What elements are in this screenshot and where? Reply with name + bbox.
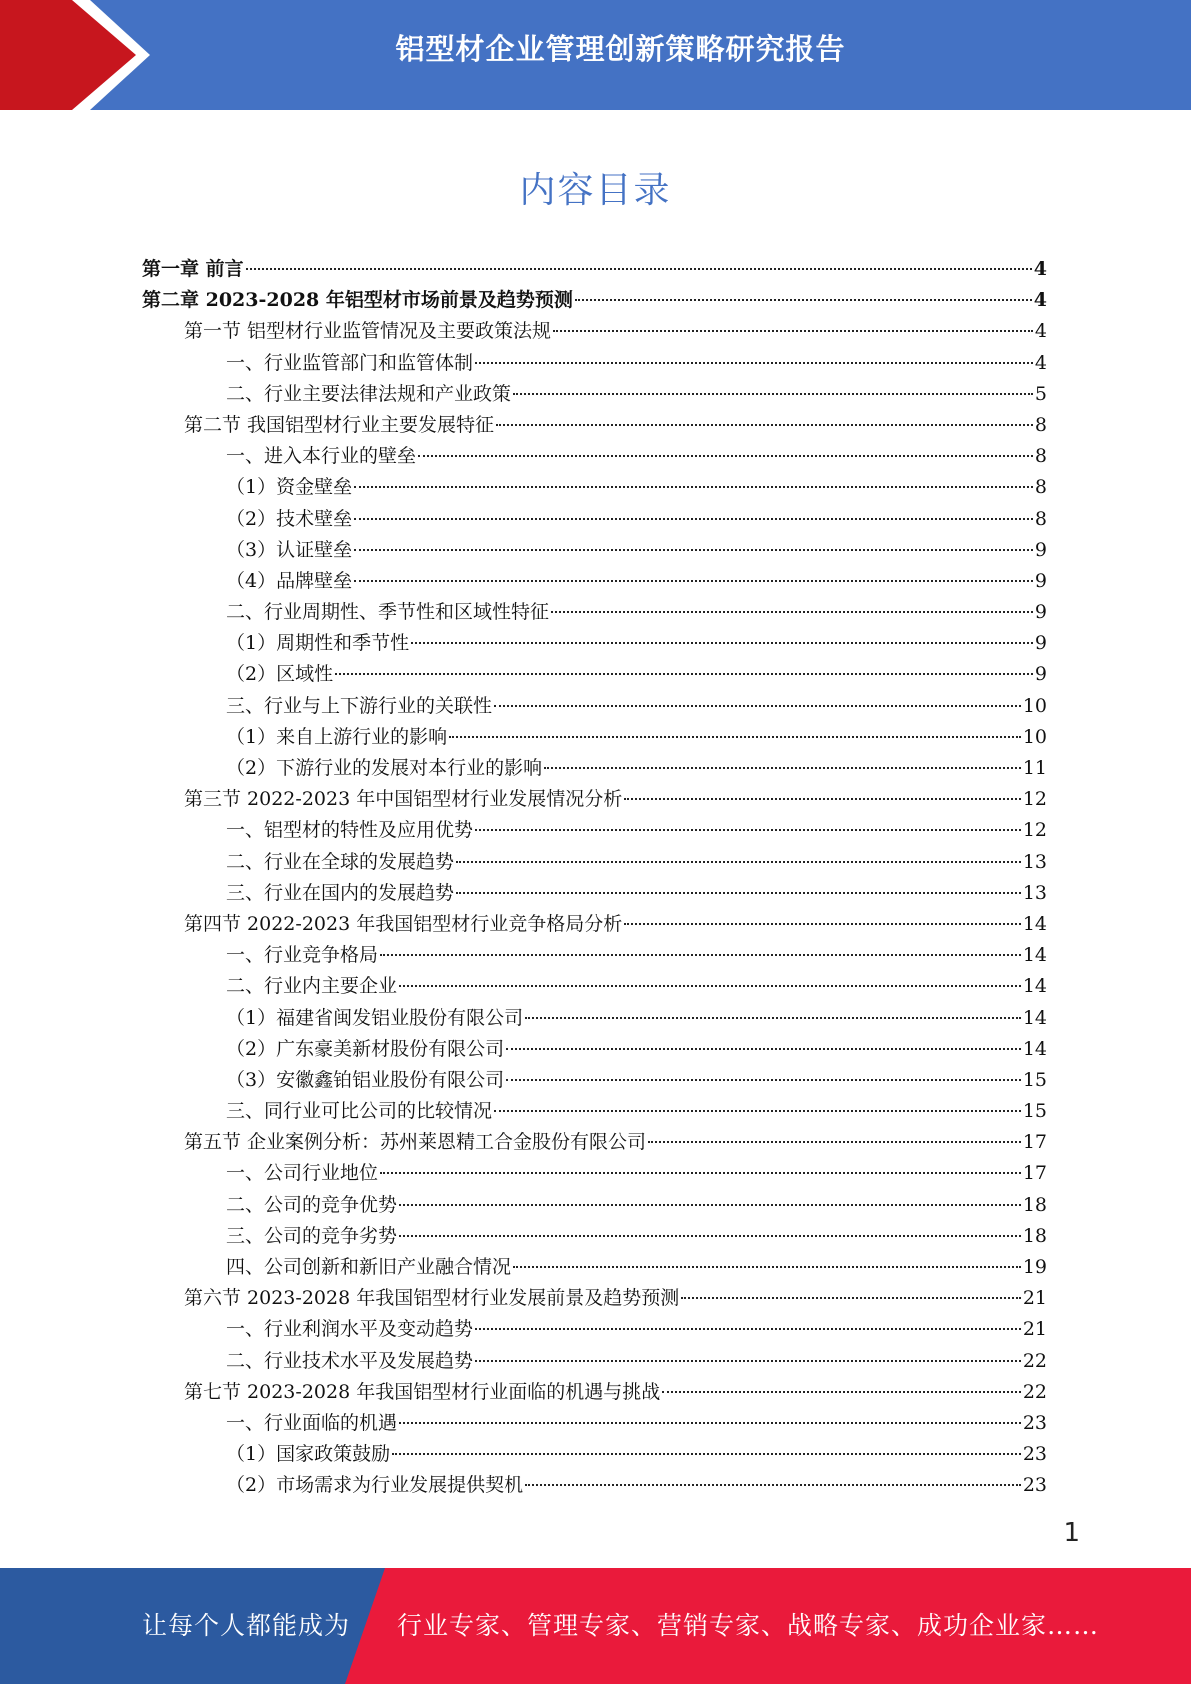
toc-entry[interactable]: [0, 1283, 1191, 1314]
toc-entry-label: 一、公司行业地位: [226, 1162, 379, 1185]
toc-dot-leader: [575, 299, 1032, 301]
toc-dot-leader: [399, 1422, 1021, 1424]
toc-dot-leader: [496, 424, 1033, 426]
toc-entry-label: （3）安徽鑫铂铝业股份有限公司: [226, 1068, 505, 1091]
toc-dot-leader: [544, 767, 1021, 769]
toc-entry-label: 第一章 前言: [142, 258, 244, 280]
toc-entry-label: （2）市场需求为行业发展提供契机: [226, 1474, 524, 1497]
toc-dot-leader: [506, 1048, 1021, 1050]
footer-banner: [0, 1568, 1191, 1684]
toc-entry-label: 一、铝型材的特性及应用优势: [226, 819, 474, 842]
toc-entry-page: 15: [1022, 1068, 1047, 1091]
toc-dot-leader: [525, 1484, 1021, 1486]
toc-entry-page: 9: [1034, 569, 1047, 592]
toc-dot-leader: [513, 393, 1033, 395]
toc-dot-leader: [456, 892, 1021, 894]
toc-dot-leader: [475, 1328, 1021, 1330]
toc-entry[interactable]: [0, 1034, 1191, 1065]
toc-entry-page: 10: [1022, 694, 1047, 717]
toc-dot-leader: [551, 611, 1033, 613]
toc-entry[interactable]: [0, 472, 1191, 503]
toc-dot-leader: [553, 330, 1033, 332]
toc-entry-page: 8: [1034, 507, 1047, 530]
toc-entry-label: （2）区域性: [226, 663, 334, 686]
toc-dot-leader: [662, 1391, 1021, 1393]
report-title: 铝型材企业管理创新策略研究报告: [395, 32, 846, 66]
toc-entry-label: 第二节 我国铝型材行业主要发展特征: [184, 413, 495, 436]
toc-entry[interactable]: [0, 1439, 1191, 1470]
toc-entry-label: 三、行业与上下游行业的关联性: [226, 694, 493, 717]
toc-dot-leader: [494, 705, 1021, 707]
toc-entry-label: 一、行业利润水平及变动趋势: [226, 1318, 474, 1341]
table-of-contents: [0, 254, 1191, 1502]
chevron-arrow-icon: [0, 0, 136, 110]
toc-entry[interactable]: [0, 847, 1191, 878]
toc-entry[interactable]: [0, 285, 1191, 316]
toc-entry-page: 17: [1022, 1162, 1047, 1185]
toc-entry[interactable]: [0, 1065, 1191, 1096]
toc-dot-leader: [449, 736, 1021, 738]
toc-dot-leader: [380, 954, 1021, 956]
toc-entry-label: 二、行业主要法律法规和产业政策: [226, 382, 512, 405]
toc-dot-leader: [475, 362, 1033, 364]
toc-entry[interactable]: [0, 784, 1191, 815]
toc-entry-label: 一、行业竞争格局: [226, 944, 379, 967]
toc-entry-page: 14: [1022, 912, 1047, 935]
toc-dot-leader: [380, 1172, 1021, 1174]
toc-entry-label: 二、公司的竞争优势: [226, 1193, 398, 1216]
toc-entry-page: 9: [1034, 538, 1047, 561]
toc-entry[interactable]: [0, 597, 1191, 628]
toc-entry[interactable]: [0, 628, 1191, 659]
toc-entry-label: （2）技术壁垒: [226, 507, 353, 530]
toc-entry-page: 19: [1022, 1256, 1047, 1278]
toc-entry-label: 二、行业周期性、季节性和区域性特征: [226, 601, 550, 624]
toc-entry-page: 21: [1022, 1318, 1047, 1341]
toc-entry-page: 4: [1033, 258, 1047, 280]
toc-dot-leader: [506, 1079, 1021, 1081]
toc-entry-page: 10: [1022, 725, 1047, 748]
toc-dot-leader: [624, 798, 1021, 800]
toc-entry-page: 13: [1022, 881, 1047, 904]
toc-entry-label: （1）福建省闽发铝业股份有限公司: [226, 1006, 524, 1029]
toc-entry[interactable]: [0, 348, 1191, 379]
toc-entry[interactable]: [0, 1314, 1191, 1345]
toc-entry-page: 14: [1022, 944, 1047, 967]
toc-entry[interactable]: [0, 254, 1191, 285]
toc-entry-page: 5: [1034, 382, 1047, 405]
toc-entry-page: 14: [1022, 975, 1047, 998]
toc-dot-leader: [399, 985, 1021, 987]
toc-entry-page: 14: [1022, 1037, 1047, 1060]
footer-slogan-left: 让每个人都能成为: [142, 1611, 351, 1640]
toc-entry[interactable]: [0, 379, 1191, 410]
toc-entry-page: 4: [1034, 320, 1047, 343]
toc-dot-leader: [624, 923, 1021, 925]
toc-entry-page: 23: [1022, 1474, 1047, 1497]
toc-dot-leader: [456, 861, 1021, 863]
toc-entry-label: 二、行业技术水平及发展趋势: [226, 1349, 474, 1372]
toc-entry[interactable]: [0, 940, 1191, 971]
toc-entry-page: 23: [1022, 1443, 1047, 1466]
toc-entry-label: 二、行业内主要企业: [226, 975, 398, 998]
toc-dot-leader: [335, 673, 1033, 675]
toc-entry[interactable]: [0, 909, 1191, 940]
toc-entry[interactable]: [0, 722, 1191, 753]
toc-entry-page: 11: [1022, 757, 1047, 779]
toc-dot-leader: [681, 1297, 1021, 1299]
toc-entry[interactable]: [0, 1252, 1191, 1283]
toc-entry[interactable]: [0, 971, 1191, 1002]
toc-entry-page: 17: [1022, 1131, 1047, 1154]
toc-entry[interactable]: [0, 1470, 1191, 1501]
toc-dot-leader: [354, 549, 1033, 551]
toc-entry-label: （4）品牌壁垒: [226, 569, 353, 592]
toc-entry-page: 14: [1022, 1006, 1047, 1029]
toc-entry[interactable]: [0, 1003, 1191, 1034]
toc-dot-leader: [418, 455, 1033, 457]
toc-entry-label: （1）周期性和季节性: [226, 632, 410, 655]
toc-entry-label: 三、行业在国内的发展趋势: [226, 881, 455, 904]
toc-entry[interactable]: [0, 753, 1191, 784]
toc-entry-label: 第一节 铝型材行业监管情况及主要政策法规: [184, 320, 552, 343]
toc-entry-label: 一、行业监管部门和监管体制: [226, 351, 474, 374]
toc-entry-page: 22: [1022, 1380, 1047, 1403]
toc-entry-label: 一、进入本行业的壁垒: [226, 445, 417, 468]
toc-entry-label: 二、行业在全球的发展趋势: [226, 850, 455, 873]
toc-entry[interactable]: [0, 1346, 1191, 1377]
toc-entry[interactable]: [0, 659, 1191, 690]
toc-entry-page: 23: [1022, 1411, 1047, 1434]
toc-entry[interactable]: [0, 878, 1191, 909]
toc-entry[interactable]: [0, 691, 1191, 722]
toc-entry-page: 8: [1034, 413, 1047, 436]
toc-entry-label: 第六节 2023-2028 年我国铝型材行业发展前景及趋势预测: [184, 1287, 680, 1310]
toc-entry[interactable]: [0, 1127, 1191, 1158]
toc-entry[interactable]: [0, 410, 1191, 441]
toc-entry[interactable]: [0, 1190, 1191, 1221]
toc-dot-leader: [246, 268, 1032, 270]
toc-entry[interactable]: [0, 1096, 1191, 1127]
footer-slogan-right: 行业专家、管理专家、营销专家、战略专家、成功企业家……: [397, 1611, 1100, 1640]
toc-entry-page: 22: [1022, 1349, 1047, 1372]
toc-entry[interactable]: [0, 1158, 1191, 1189]
toc-entry-label: （1）来自上游行业的影响: [226, 725, 448, 748]
header-banner: [0, 0, 1191, 110]
toc-dot-leader: [354, 518, 1033, 520]
toc-entry[interactable]: [0, 1221, 1191, 1252]
toc-entry[interactable]: [0, 815, 1191, 846]
toc-dot-leader: [648, 1141, 1021, 1143]
toc-entry-page: 9: [1034, 601, 1047, 624]
toc-entry-label: 一、行业面临的机遇: [226, 1411, 398, 1434]
toc-dot-leader: [411, 642, 1033, 644]
toc-dot-leader: [513, 1266, 1021, 1268]
toc-entry-page: 8: [1034, 445, 1047, 468]
toc-entry-label: （1）国家政策鼓励: [226, 1443, 391, 1466]
toc-entry[interactable]: [0, 316, 1191, 347]
toc-entry-page: 15: [1022, 1100, 1047, 1123]
toc-entry[interactable]: [0, 504, 1191, 535]
toc-entry-label: 第三节 2022-2023 年中国铝型材行业发展情况分析: [184, 788, 623, 811]
toc-entry-page: 4: [1034, 351, 1047, 374]
toc-entry-label: 第七节 2023-2028 年我国铝型材行业面临的机遇与挑战: [184, 1380, 661, 1403]
toc-entry[interactable]: [0, 441, 1191, 472]
toc-entry-label: 第四节 2022-2023 年我国铝型材行业竞争格局分析: [184, 912, 623, 935]
toc-entry-label: （2）下游行业的发展对本行业的影响: [226, 757, 543, 779]
toc-entry-page: 13: [1022, 850, 1047, 873]
toc-entry-page: 9: [1034, 632, 1047, 655]
toc-dot-leader: [392, 1453, 1021, 1455]
toc-entry-page: 8: [1034, 476, 1047, 499]
toc-dot-leader: [354, 580, 1033, 582]
toc-entry-page: 4: [1033, 289, 1047, 312]
toc-dot-leader: [354, 486, 1033, 488]
toc-dot-leader: [525, 1017, 1021, 1019]
toc-entry-label: 四、公司创新和新旧产业融合情况: [226, 1256, 512, 1278]
toc-entry-label: （3）认证壁垒: [226, 538, 353, 561]
toc-entry[interactable]: [0, 1377, 1191, 1408]
toc-dot-leader: [399, 1204, 1021, 1206]
toc-dot-leader: [475, 1360, 1021, 1362]
toc-entry-page: 12: [1022, 819, 1047, 842]
toc-dot-leader: [494, 1110, 1021, 1112]
toc-dot-leader: [475, 829, 1021, 831]
page-number: 1: [1063, 1518, 1080, 1548]
toc-dot-leader: [399, 1235, 1021, 1237]
toc-entry-page: 18: [1022, 1193, 1047, 1216]
toc-entry-label: 第二章 2023-2028 年铝型材市场前景及趋势预测: [142, 289, 573, 312]
toc-heading: 内容目录: [519, 170, 672, 211]
toc-entry-label: 三、同行业可比公司的比较情况: [226, 1100, 493, 1123]
toc-entry[interactable]: [0, 535, 1191, 566]
toc-entry-page: 12: [1022, 788, 1047, 811]
toc-entry-label: 第五节 企业案例分析：苏州莱恩精工合金股份有限公司: [184, 1131, 647, 1154]
toc-entry-page: 21: [1022, 1287, 1047, 1310]
toc-entry-label: （2）广东豪美新材股份有限公司: [226, 1037, 505, 1060]
toc-entry[interactable]: [0, 566, 1191, 597]
toc-entry-label: 三、公司的竞争劣势: [226, 1224, 398, 1247]
toc-entry-page: 18: [1022, 1224, 1047, 1247]
toc-entry[interactable]: [0, 1408, 1191, 1439]
toc-entry-label: （1）资金壁垒: [226, 476, 353, 499]
toc-entry-page: 9: [1034, 663, 1047, 686]
